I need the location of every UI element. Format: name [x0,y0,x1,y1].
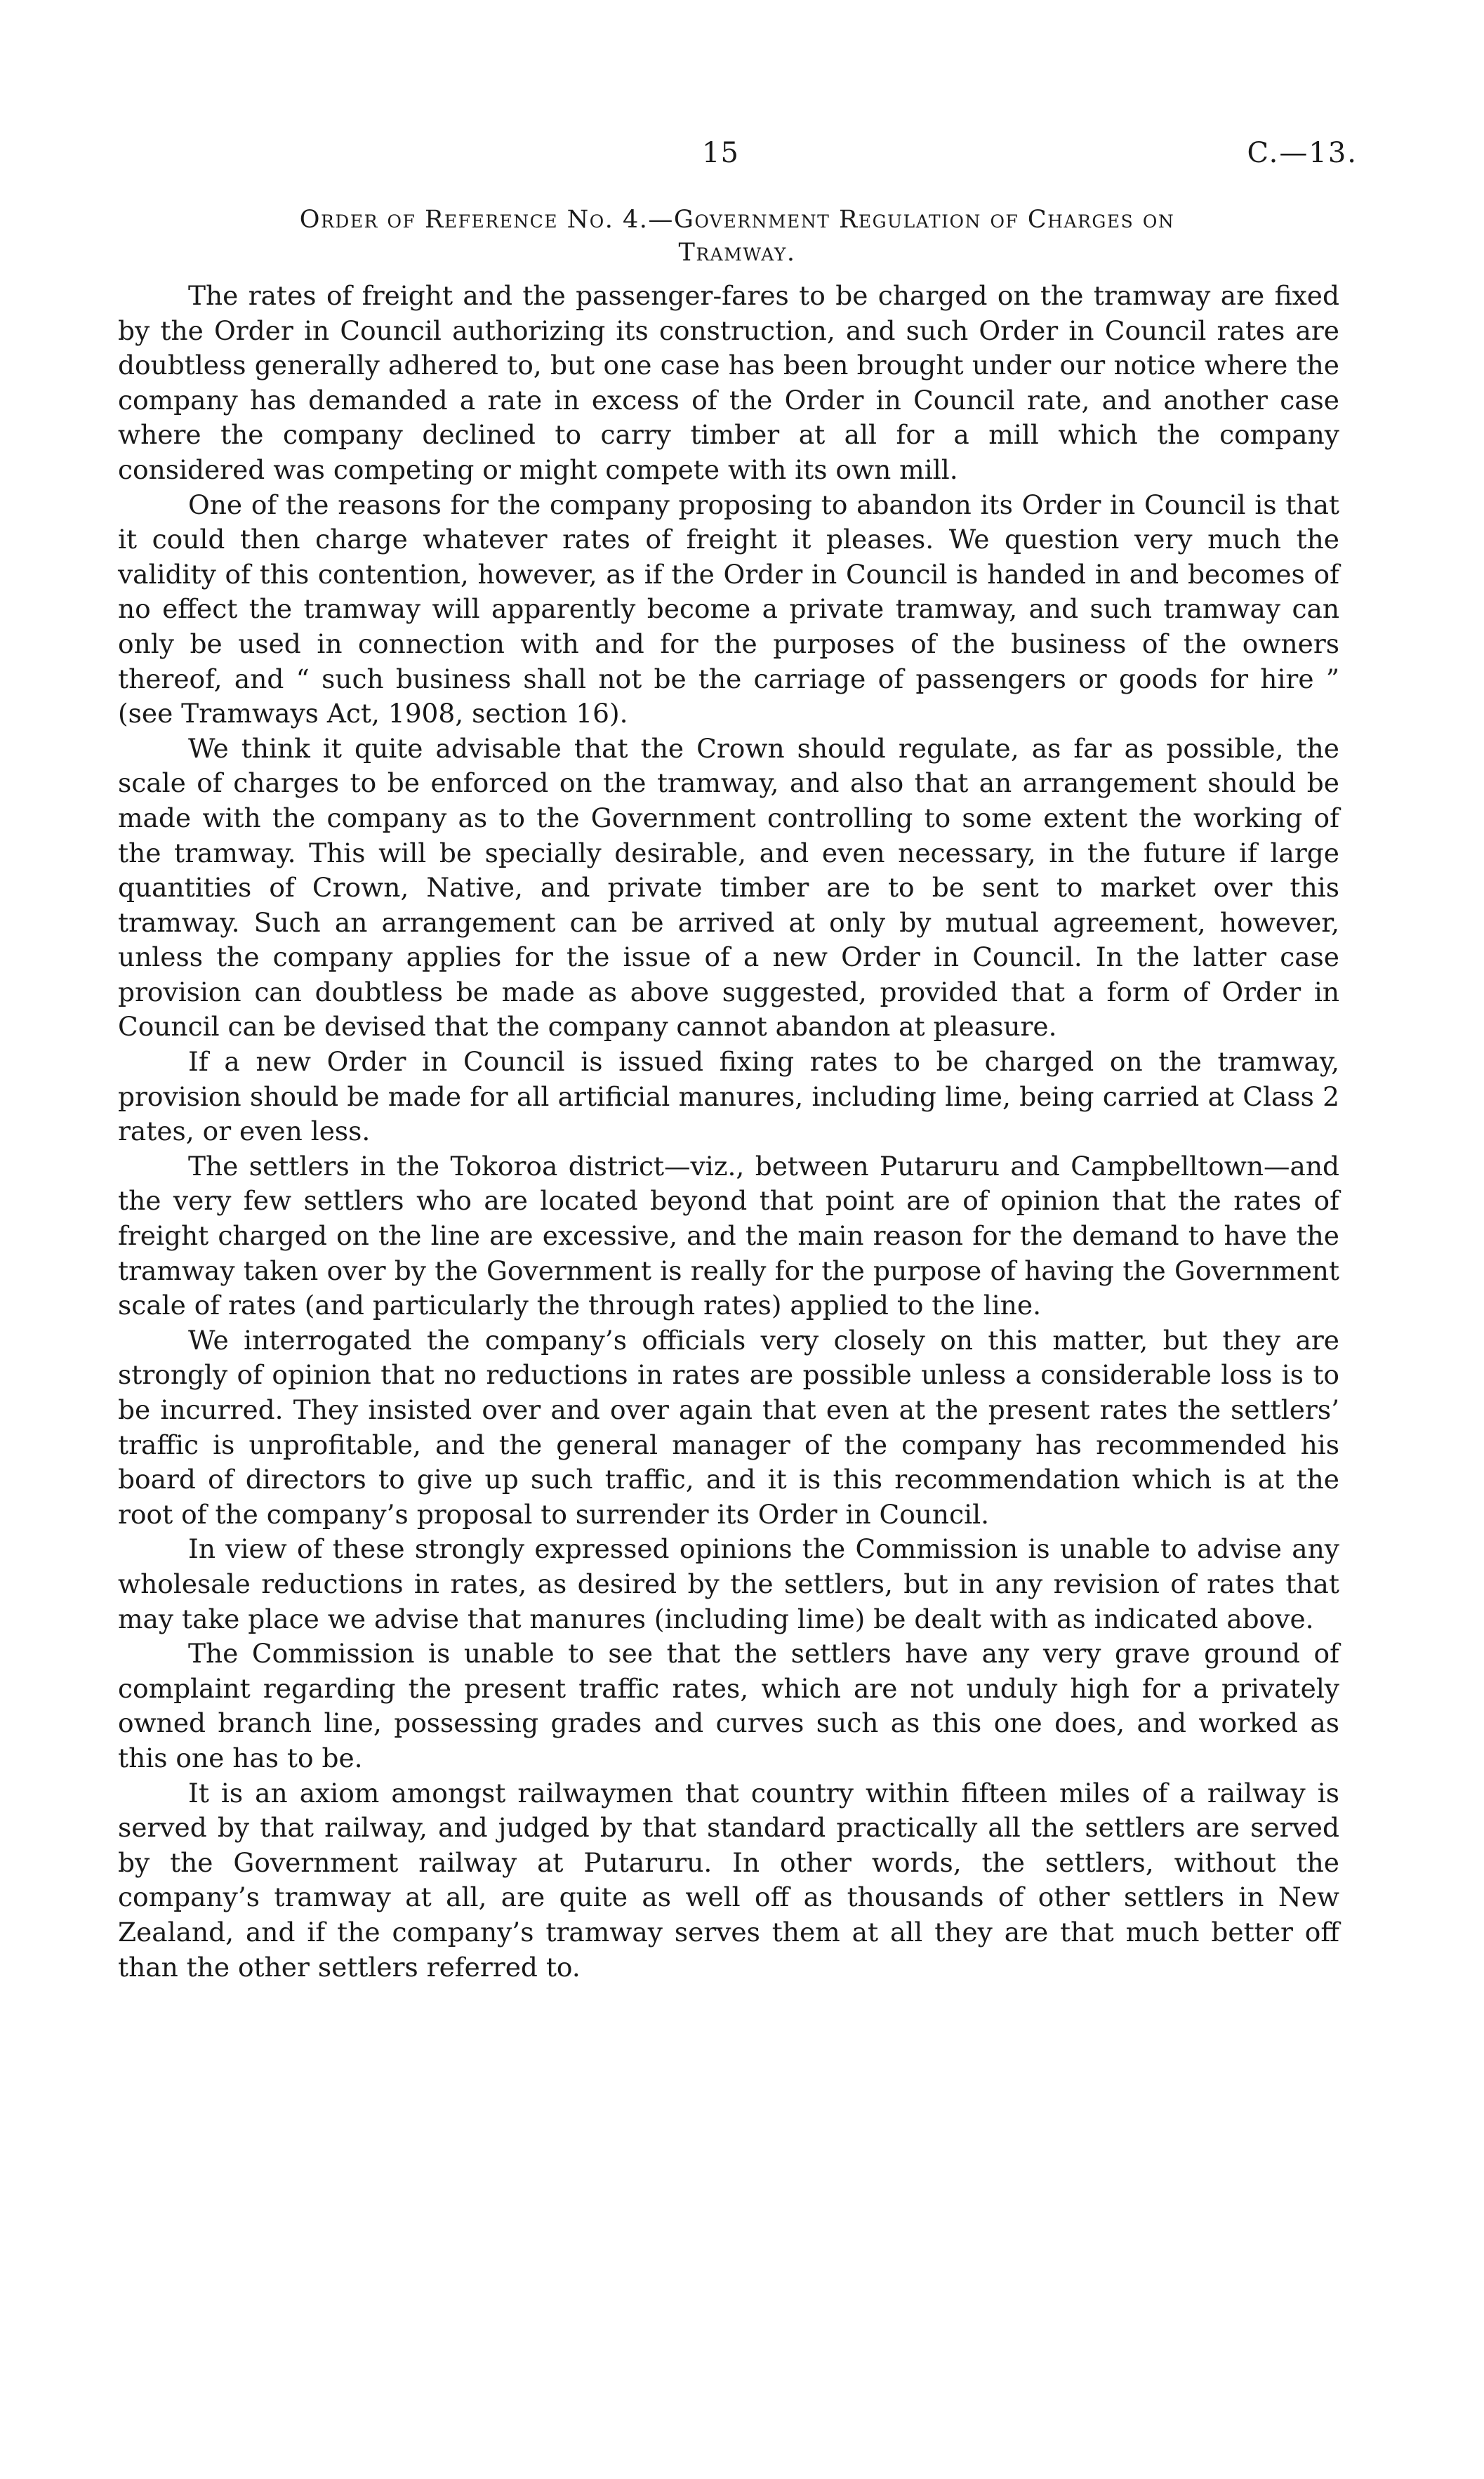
paragraph-railway-axiom: It is an axiom amongst railwaymen that country within fifteen miles of a railway is served by that railway, and judged by that standard practically all the settlers are served by the Government railway at Putaruru. In other words, the settlers, without the company’s tramway at all, are quite as well off as thousands of other settlers in New Zealand, and if the company’s tramway serves them at all they are that much better off than the other settlers referred to. [118,1777,1339,1983]
paragraph-no-grave-complaint: The Commission is unable to see that the settlers have any very grave ground of complaint regarding the present traffic rates, which are not unduly high for a privately owned branch line, possessing grades and curves such as this one does, and worked as this one has to be. [118,1638,1339,1773]
paragraph-rates-fixed: The rates of freight and the passenger-fares to be charged on the tramway are fixed by the Order in Council authorizing its construction, and such Order in Council rates are doubtless generally adhered to, but one case has been brought under our notice where the company has demanded a rate in excess of the Order in Council rate, and another case where the company declined to carry timber at all for a mill which the company considered was competing or might compete with its own mill. [118,280,1339,485]
paragraph-abandon-order: One of the reasons for the company proposing to abandon its Order in Council is that it could then charge whatever rates of freight it pleases. We question very much the validity of this contention, however, as if the Order in Council is handed in and becomes of no effect the tramway will apparently become a private tramway, and such tramway can only be used in connection with and for the purposes of the business of the owners thereof, and “ such business shall not be the carriage of passengers or goods for hire ” (see Tramways Act, 1908, section 16). [118,489,1339,729]
page-number: 15 [702,137,739,169]
section-heading-line-1: Order of Reference No. 4.—Government Regulation of Charges on [299,206,1175,234]
section-heading [140,204,1334,270]
paragraph-company-officials: We interrogated the company’s officials very closely on this matter, but they are strongly of opinion that no reductions in rates are possible unless a considerable loss is to be incurred. They insisted over and over again that even at the present rates the settlers’ traffic is unprofitable, and the general manager of the company has recommended his board of directors to give up such traffic, and it is this recommendation which is at the root of the company’s proposal to surrender its Order in Council. [118,1324,1339,1530]
paragraph-crown-regulate: We think it quite advisable that the Crown should regulate, as far as possible, the scale of charges to be enforced on the tramway, and also that an arrangement should be made with the company as to the Government controlling to some extent the working of the tramway. This will be specially desirable, and even necessary, in the future if large quantities of Crown, Native, and private timber are to be sent to market over this tramway. Such an arrangement can be arrived at only by mutual agreement, however, unless the company applies for the issue of a new Order in Council. In the latter case provision can doubtless be made as above suggested, provided that a form of Order in Council can be devised that the company cannot abandon at pleasure. [118,732,1339,1043]
paragraph-tokoroa-settlers: The settlers in the Tokoroa district—viz., between Putaruru and Campbelltown—and the very few settlers who are located beyond that point are of opinion that the rates of freight charged on the line are excessive, and the main reason for the demand to have the tramway taken over by the Government is really for the purpose of having the Government scale of rates (and particularly the through rates) applied to the line. [118,1150,1339,1321]
body-text [118,279,1339,1985]
paragraph-new-order-manures: If a new Order in Council is issued fixing rates to be charged on the tramway, provision should be made for all artificial manures, including lime, being carried at Class 2 rates, or even less. [118,1046,1339,1147]
document-reference: C.—13. [1247,137,1358,169]
page-header [0,137,1484,179]
section-heading-line-2: Tramway. [678,239,796,267]
paragraph-commission-view: In view of these strongly expressed opinions the Commission is unable to advise any wholesale reductions in rates, as desired by the settlers, but in any revision of rates that may take place we advise that manures (including lime) be dealt with as indicated above. [118,1533,1339,1634]
